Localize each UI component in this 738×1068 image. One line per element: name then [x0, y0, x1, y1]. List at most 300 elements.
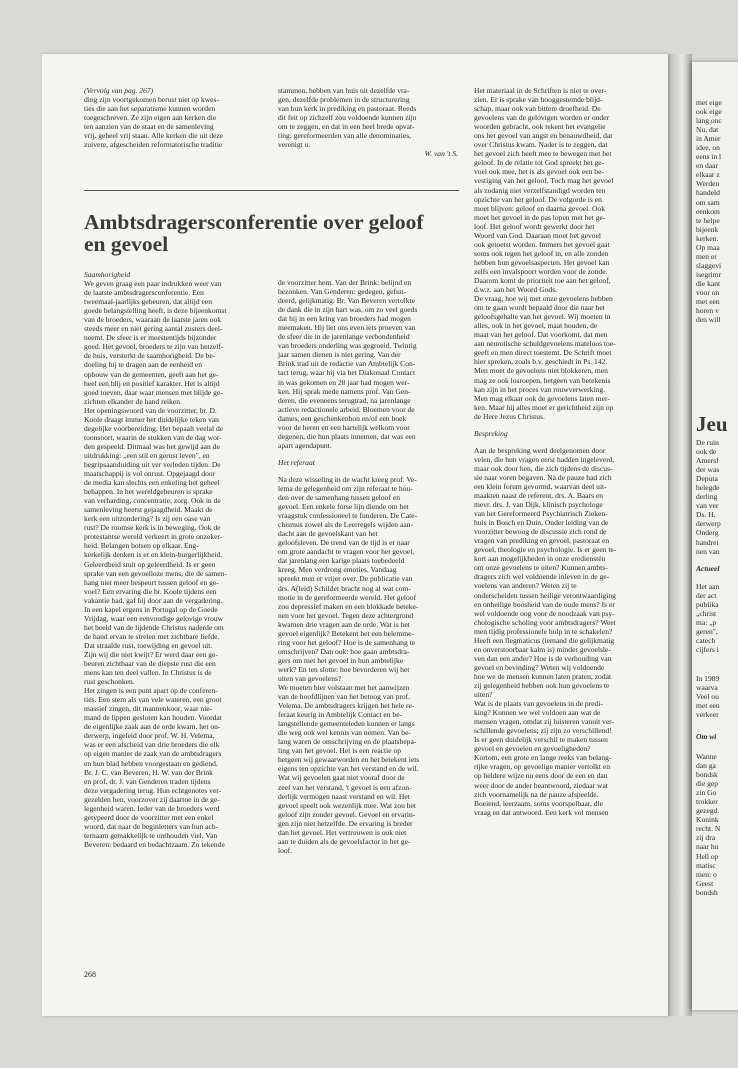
text-line: Aan de bespreking werd deelgenomen door — [474, 445, 606, 455]
text-line: jaar samen dienen is niet gering. Van der — [278, 350, 401, 360]
text-line: neemt. De sfeer is er meestentijds bijzonder — [84, 333, 217, 343]
text-line: gevoel en gevoelen en gevoeligheden? — [474, 744, 591, 754]
text-line: geren", — [696, 627, 718, 637]
text-line: het beeld van de lijdende Christus naderde om — [84, 622, 224, 632]
text-line: behappen. In het wereldgebeuren is sprake — [84, 487, 213, 497]
text-line: lang waren de omschrijving en de plaatsbepa- — [278, 737, 417, 747]
main-col1 — [84, 270, 269, 849]
text-line: „christ — [696, 609, 717, 619]
text-line: alles, ook in het gevoel, maat houden, de — [474, 321, 598, 331]
text-line: gevoelens van de gelovigen worden er onder — [474, 113, 609, 123]
text-line: woord, dat naar de beginletters van hun ach- — [84, 821, 219, 831]
text-line: vakantie had, gaf hij door aan de vergadering. — [84, 595, 223, 605]
text-line: ma: „p — [696, 618, 717, 628]
text-line: feraat keurig in Ambtelijk Contact en be- — [278, 710, 403, 720]
text-line: heel een blij en positief karakter. Het is altijd — [84, 378, 220, 388]
text-line: handeld — [696, 188, 720, 198]
text-line: tweemaal-jaarlijks gebeuren, dat altijd een — [84, 297, 213, 307]
text-line: ook eige — [696, 107, 722, 117]
text-line: met een — [696, 701, 720, 711]
text-line: rust? De roomse kerk is in beweging. Ook de — [84, 523, 221, 533]
text-line: maar ook door hen, die zich tijdens de discus- — [474, 463, 613, 473]
text-line: elkaar z — [696, 170, 720, 180]
next-page-sub2: Om wi — [696, 732, 717, 741]
text-line: over Christus kwam. Nader is te zeggen, dat — [474, 140, 608, 150]
text-line: mens kan ten deel vallen. In Christus is de — [84, 668, 212, 678]
text-line: eigens ten opzichte van het verstand en de wil. — [278, 764, 419, 774]
top-article-col2-text — [278, 86, 458, 149]
text-line: vrij, geheel vrij staan. Alle kerken die uit deze — [84, 131, 224, 141]
text-line: gevoel eigenlijk? Betekent het een belemme- — [278, 628, 414, 638]
text-line: Veel ou — [696, 692, 719, 702]
text-line: van ver — [696, 501, 719, 511]
text-line: vraagstuk confessioneel te funderen. De Cate- — [278, 511, 418, 521]
text-line: zeef van het verstand, 't gevoel is een afzon- — [278, 782, 412, 792]
text-line: maakten naast de referent, drs. A. Baars en — [474, 491, 604, 501]
next-page-text-mid2 — [696, 582, 719, 654]
text-line: maat van het geloof. Dat voorkomt, dat men — [474, 330, 608, 340]
text-line: onderscheiden tussen heilige verontwaardiging — [474, 590, 616, 600]
text-line: bondsh — [696, 887, 718, 897]
text-line: aan neurotische schuldgevoelens mateloos toe- — [474, 339, 616, 349]
text-line: en daar — [696, 161, 718, 171]
text-line: ken. Hij sprak mede namens prof. Van Gen- — [278, 386, 411, 396]
text-line: ken. Maar bij alles moet er gerichtheid zijn op — [474, 402, 614, 412]
text-line: Boeiend, leerzaam, soms voorspelbaar, die — [474, 798, 603, 808]
text-line: gezegd. — [696, 806, 720, 816]
text-line: mevr. drs. J. van Dijk, klinisch psychologe — [474, 500, 603, 510]
text-line: Woord van God. Daaraan moet het gevoel — [474, 230, 602, 240]
text-line: tact terug, waar hij via het Diakonaal Contact — [278, 368, 416, 378]
text-line: geloof zijn zonder gevoel. Gevoel en ervarin- — [278, 809, 416, 819]
text-line: om te zeggen, en dat in een heel brede opvat- — [278, 122, 415, 132]
text-line: uiten? — [474, 690, 493, 700]
text-line: in Amer — [696, 134, 721, 144]
text-line: om sam — [696, 197, 720, 207]
text-line: ling van het gevoel. Het is een reactie op — [278, 746, 402, 756]
text-line: Dat straalde rust, toewijding en gevoel uit. — [84, 640, 213, 650]
text-line: Nu, dat — [696, 125, 719, 135]
text-line: bondsk — [696, 770, 718, 780]
page-gutter — [668, 54, 692, 1016]
text-line: gezelden hen, voorzover zij daartoe in de ge- — [84, 794, 220, 804]
text-line: beuren zichtbaar van de diepste rust die een — [84, 659, 216, 669]
text-line: en onverstoorbaar kalm is) minder gevoelsle- — [474, 644, 611, 654]
text-line: We moeten hier volstaan met het aanwijzen — [278, 683, 410, 693]
text-line: dan ga — [696, 761, 716, 771]
text-line: dit feit op zichzelf zou voldoende kunnen zijn — [278, 113, 417, 123]
text-line: kerken. — [696, 233, 719, 243]
text-line: sprake van een gevoelloze mens, die de samen- — [84, 568, 227, 578]
next-page-edge — [692, 62, 738, 1010]
text-line: Het openingswoord van de voorzitter, br. D. — [84, 405, 217, 415]
text-line: de eigenlijke zaak aan de orde kwam, het on- — [84, 722, 221, 732]
text-line: rijke vragen, op gevoelige manier vertolkt en — [474, 762, 611, 772]
text-line: van de hoofdlijnen van het betoog van prof. — [278, 692, 411, 702]
text-line: legenheid waren. Ieder van de broeders werd — [84, 803, 220, 813]
next-page-headline: Jeu — [696, 412, 728, 436]
text-line: den will — [696, 315, 721, 325]
text-line: eenkom — [696, 206, 720, 216]
text-line: om onze gevoelens te uiten? Kunnen ambts- — [474, 563, 608, 573]
text-line: massief zingen, dit mannenkoor, waar nie- — [84, 704, 213, 714]
text-line: meemaken. Hij liet ons even iets proeven van — [278, 323, 416, 333]
text-line: dames, een geschenkenbon en/of een boek — [278, 413, 407, 423]
text-line: schillende gevoelens; zij zijn zo verschillend! — [474, 726, 612, 736]
text-line: recht. N — [696, 824, 721, 834]
text-line: Het materiaal in de Schriften is niet te over- — [474, 86, 607, 95]
text-line: Het aan — [696, 582, 720, 591]
text-line: actieve redactionele arbeid. Bloemen voor de — [278, 404, 415, 414]
text-line: gen zijn niet hetzelfde. De ervaring is breder — [278, 818, 413, 828]
text-line: Amersf — [696, 456, 719, 466]
right-column-text-2 — [474, 446, 664, 817]
text-line: Wanne — [696, 752, 717, 761]
text-line: motie in de gereformeerde wereld. Het geloof — [278, 592, 417, 602]
text-line: goed toeven, daar waar mensen met blijde ge- — [84, 387, 223, 397]
text-line: gevoel en bevinding? Weten wij voldoende — [474, 662, 605, 672]
text-line: Geest — [696, 878, 714, 888]
text-line: kerkelijk denken is er en klein-burgerlijkheid. — [84, 550, 223, 560]
text-line: der was — [696, 465, 720, 475]
text-line: men tijdig professionele hulp in te schakelen? — [474, 626, 613, 636]
subheading-saamhorigheid: Saamhorigheid — [84, 270, 131, 279]
text-line: matisc — [696, 860, 716, 870]
text-line: zou depressief maken en een blokkade beteke- — [278, 601, 419, 611]
text-line: een klein forum gevormd, waarvan deel uit- — [474, 481, 607, 491]
text-line: gevoel, theologie en psychologie. Is er geen te- — [474, 545, 617, 555]
next-page-text-mid3 — [696, 674, 720, 719]
text-line: mand de lippen gesloten kan houden. Voordat — [84, 713, 222, 723]
text-line: ten aanzien van de staat en de samenleving — [84, 122, 214, 132]
text-line: zuivere, afgescheiden reformatorische traditie — [84, 140, 223, 150]
text-line: getypeerd door de voorzitter met een enkel — [84, 812, 214, 822]
text-line: Velema. De ambtsdragers krijgen het hele re- — [278, 701, 415, 711]
text-line: heid. Belangen botsen op elkaar. Eng- — [84, 541, 199, 551]
text-line: men er — [696, 251, 717, 261]
text-line: kort aan mogelijkheden in onze eredienstén — [474, 554, 606, 564]
text-line: nen van — [696, 546, 720, 556]
text-line: om grote aandacht te vragen voor het gevoel, — [278, 547, 415, 557]
text-line: bezonken. Van Genderen: gedegen, gefun- — [278, 287, 407, 297]
next-page-text-top — [696, 98, 722, 324]
top-article-col2 — [278, 86, 458, 158]
text-line: hebben hun gevoelsaspecten. Het gevoel kan — [474, 257, 610, 267]
top-article-col1 — [84, 86, 264, 149]
text-line: Wat is de plaats van gevoelens in de predi- — [474, 699, 603, 709]
text-line: op eigen manier de zaak van de ambtsdragers — [84, 749, 222, 759]
main-col2 — [278, 278, 463, 855]
text-line: Geleerdheid stuit op geleerdheid. Is er geen — [84, 559, 216, 569]
text-line: voelens van anderen? Weten zij te — [474, 581, 577, 591]
text-line: moet blijven: geloof en daarna gevoel. Ook — [474, 203, 605, 213]
text-line: isegrimr — [696, 269, 722, 279]
main-col2-text — [278, 278, 463, 450]
text-line: met eige — [696, 98, 722, 107]
text-line: stammen, hebben van huis uit dezelfde vra- — [278, 86, 410, 95]
text-line: zin Go — [696, 788, 717, 798]
text-line: derling — [696, 492, 718, 502]
text-line: de media kan slechts een enkeling het geheel — [84, 478, 220, 488]
text-line: Op maa — [696, 242, 720, 252]
text-line: geloofsleven. De trend van de tijd is er naar — [278, 538, 410, 548]
text-line: dragers zich wel voldoende inleven in de ge- — [474, 572, 610, 582]
text-line: voor de heren en een hartelijk welkom voor — [278, 422, 410, 432]
text-line: zelfs een invalspoort worden voor de zonde. — [474, 266, 608, 276]
text-line: ternaam gemakkelijk te onthouden viel. Van — [84, 830, 218, 840]
text-line: king? Kunnen we wel voldoen aan wat de — [474, 708, 601, 718]
text-line: verenigt u. — [278, 140, 311, 150]
text-line: derwerp, ingeleid door prof. W. H. Velema, — [84, 731, 215, 741]
next-page-text-mid — [696, 438, 721, 556]
text-line: lang onc — [696, 116, 722, 126]
text-line: de Here Jezus Christus. — [474, 411, 545, 421]
text-line: toegeschreven. Ze zijn eigen aan kerken die — [84, 113, 217, 123]
text-line: zich voornamelijk na de pauze afspeelde. — [474, 789, 599, 799]
text-line: catech — [696, 636, 716, 646]
text-line: in was gekomen en 28 jaar had mogen wer- — [278, 377, 410, 387]
text-line: vragen van prediking en gevoel, pastoraat en — [474, 536, 610, 546]
text-line: uiten van gevoelens? — [278, 673, 342, 683]
text-line: steeds meer en niet gering aantal zusters deel- — [84, 324, 223, 334]
text-line: van verharding, concentratie, zorg. Ook in de — [84, 496, 221, 506]
text-line: degelijke voorbereiding. Het bepaalt veelal de — [84, 423, 224, 433]
text-line: omschrijven? Dan ook: hoe gaan ambtsdra- — [278, 646, 410, 656]
main-col1-text — [84, 279, 269, 849]
text-line: velen, die hun vragen eerst hadden ingeleverd, — [474, 454, 615, 464]
text-line: ties. Een stem als van vele wateren, een groot — [84, 695, 222, 705]
text-line: en onheilige boosheid van de oude mens? Is er — [474, 599, 615, 609]
article-headline: Ambtsdragersconferentie over geloof en gevoel — [84, 210, 424, 256]
text-line: mag ze ook losroepen, hetgeen van betekenis — [474, 375, 611, 385]
text-line: men: o — [696, 869, 717, 879]
text-line: In 1989 — [696, 674, 720, 683]
text-line: degenen, die hun plaats innemen, dat was een — [278, 431, 416, 441]
text-line: De ruin — [696, 438, 719, 447]
text-line: gen, dezelfde problemen in de structurering — [278, 95, 410, 105]
text-line: deren, die eveneens terugtrad, na jarenlange — [278, 395, 411, 405]
text-line: vestiging van het geloof. Toch mag het gevoel — [474, 176, 614, 186]
text-line: Onderg — [696, 528, 719, 538]
text-line: sie naar voren begaven. Na de pauze had zich — [474, 472, 612, 482]
text-line: spreekt men er vrijer over. De publicatie van — [278, 574, 413, 584]
text-line: Is er geen duidelijk verschil te maken tussen — [474, 735, 608, 745]
text-line: publika — [696, 600, 719, 610]
text-line: ven dan een ander? Hoe is de verhouding van — [474, 653, 612, 663]
continuation-note: (Vervolg van pag. 267) — [84, 86, 154, 95]
text-line: De vraag, hoe wij met onze gevoelens hebben — [474, 294, 613, 304]
text-line: huis in Bosch en Duin. Onder leiding van de — [474, 518, 609, 528]
text-line: naar hu — [696, 842, 719, 852]
text-line: Deputa — [696, 474, 718, 484]
text-line: om te gaan wordt bepaald door die naar het — [474, 303, 605, 313]
text-line: drs. A(leid) Schilder bracht nog al wat com- — [278, 583, 411, 593]
text-line: werk? En ten slotte: hoe bevorderen wij het — [278, 664, 410, 674]
text-line: de sfeer die in de jarenlange verbondenheid — [278, 332, 410, 342]
text-line: horen v — [696, 306, 719, 316]
text-line: Konink — [696, 815, 719, 825]
text-line: apart agendapunt. — [278, 440, 332, 450]
right-column-text — [474, 86, 664, 421]
subheading-referaat: Het referaat — [278, 457, 315, 467]
text-line: Ds. H. — [696, 510, 716, 520]
signature: W. van 't S. — [424, 149, 458, 159]
text-line: hang niet meer bespeurt tussen geloof en ge- — [84, 577, 219, 587]
text-line: gevoel. Een enkele forse lijn diende om het — [278, 502, 409, 512]
text-line: samenleving heerst gejaagdheid. Maakt de — [84, 505, 213, 515]
text-line: die gep — [696, 779, 719, 789]
text-line: en prof. dr. J. van Genderen traden tijdens — [84, 776, 211, 786]
text-line: van hun kerk in prediking en pastoraat. Reeds — [278, 104, 417, 114]
text-line: soms ook tegen het geloof in, en alle zonden — [474, 248, 609, 258]
text-line: dan het gevoel. Het vertrouwen is ook niet — [278, 827, 407, 837]
text-line: den gespeeld. Ditmaal was het gewijd aan de — [84, 441, 220, 451]
text-line: die weg ook wel kennis van nemen. Van be- — [278, 728, 411, 738]
text-line: aan te duiden als de gevoelsfactor in het ge- — [278, 836, 411, 846]
text-line: gevoel speelt ook wezenlijk mee. Wat zou het — [278, 800, 416, 810]
text-line: zien. Er is sprake van hooggestemde blijd- — [474, 95, 603, 105]
text-line: weer door de ander beantwoord, ziedaar wat — [474, 780, 608, 790]
text-line: met een — [696, 297, 720, 307]
text-line: zichten elkander de hand reiken. — [84, 396, 182, 406]
text-line: zij dra — [696, 833, 716, 843]
text-line: Heeft een flegmaticus (iemand die gelijkmatig — [474, 635, 615, 645]
text-line: geloof. In de relatie tot God spreekt het ge- — [474, 158, 605, 168]
text-line: van broeders onderling was gegroeid. Twintig — [278, 341, 417, 351]
text-line: Zijn wij die niet kwijt? Er werd daar een ge- — [84, 649, 218, 659]
section-divider — [84, 190, 459, 191]
text-line: bijeenk — [696, 224, 719, 234]
text-line: schap, maar ook van bittere droefheid. De — [474, 104, 601, 114]
text-line: geeft en men direct toestemt. De Schrift moet — [474, 348, 612, 358]
text-line: Daarom komt de prioriteit toe aan het geloof, — [474, 275, 611, 285]
text-line: voorzitter bewoog de discussie zich rond de — [474, 527, 607, 537]
next-page-text-bottom — [696, 752, 720, 897]
text-line: Kortom, een grote en lange reeks van belang- — [474, 753, 612, 763]
text-line: chologische scholing voor ambtsdragers? Weet — [474, 617, 616, 627]
text-line: Men mag elkaar ook de gevoelens laten mer- — [474, 393, 610, 403]
text-line: Brink trad uit de redactie van Ambtelijk Con- — [278, 359, 416, 369]
text-line: dacht aan de gevoelskant van het — [278, 529, 378, 539]
text-line: hier spreken, zoals b.v. geschiedt in Ps. 142. — [474, 357, 608, 367]
text-line: van het Gereformeerd Psychiatrisch Zieken- — [474, 509, 608, 519]
text-line: die kant — [696, 278, 721, 288]
text-line: Het zingen is een punt apart op de conferen- — [84, 686, 218, 696]
text-line: trokker — [696, 797, 718, 807]
text-line: kan zijn in het proces van rouwverwerking. — [474, 384, 605, 394]
text-line: moet het gevoel in de pas lopen met het ge- — [474, 212, 606, 222]
text-line: gers om met het gevoel in hun ambtelijke — [278, 655, 404, 665]
top-article-col1-text — [84, 95, 264, 149]
text-line: ook getoetst worden. Immers het gevoel gaat — [474, 239, 610, 249]
text-line: loof. — [278, 845, 293, 855]
text-line: Koole draagt immer het duidelijke teken van — [84, 414, 219, 424]
text-line: Vrijdag, waar een eenvoudige gelovige vrouw — [84, 613, 224, 623]
text-line: zij gelegenheid hebben ook hun gevoelens te — [474, 681, 610, 690]
text-line: kreeg. Men verdrong emoties. Vandaag — [278, 565, 397, 575]
text-line: handrei — [696, 537, 719, 547]
text-line: Men moet de gevoelens niet blokkeren, men — [474, 366, 608, 376]
text-line: Na deze wisseling in de wacht kreeg prof. Ve- — [278, 474, 417, 484]
text-line: ons het gevoel van angst en benauwdheid, dat — [474, 131, 613, 141]
text-line: kerk een uitzondering? Is zij een oase van — [84, 514, 211, 524]
text-line: de hand ervan te strelen met zichtbare liefde. — [84, 631, 220, 641]
text-line: Wat wij gevoelen gaat niet vooraf door de — [278, 773, 405, 783]
text-line: en hun blad hebben voorgestaan en gediend. — [84, 758, 218, 768]
text-line: derwerp — [696, 519, 721, 529]
text-line: protestantse wereld verkeert in grote onzeker- — [84, 532, 223, 542]
text-line: d.w.z. aan het Woord Gods. — [474, 285, 558, 295]
text-line: derlijk vermogen naast verstand en wil. Het — [278, 791, 410, 801]
text-line: deerd, gelijkmatig. Br. Van Beveren vertolkte — [278, 296, 415, 306]
text-line: In een kapel ergens in Portugal op de Goede — [84, 604, 218, 614]
page-number: 268 — [84, 970, 96, 979]
text-line: op heldere wijze nu eens door de een en dan — [474, 771, 608, 781]
subheading-bespreking: Bespreking — [474, 428, 508, 438]
text-line: Hell op — [696, 851, 719, 861]
text-line: wel voldoende oog voor de noodzaak van psy- — [474, 608, 615, 618]
text-line: rust geschonken. — [84, 677, 135, 687]
text-line: belegde — [696, 483, 720, 493]
text-line: deze vergadering terug. Hun echtgenotes ver- — [84, 785, 222, 795]
text-line: was er een afscheid van drie broeders die elk — [84, 740, 220, 750]
text-line: mensen vragen, omdat zij luisteren vanuit ver- — [474, 717, 615, 727]
text-line: der act — [696, 591, 717, 601]
text-line: goede belangstelling heeft, is deze bijeenkomst — [84, 306, 227, 316]
text-line: ook de — [696, 447, 717, 457]
text-line: te helpe — [696, 215, 720, 225]
text-line: Werden — [696, 179, 720, 189]
text-line: ting: gereformeerden van alle denominaties, — [278, 131, 412, 141]
text-line: cijfers i — [696, 645, 719, 655]
text-line: ring voor het geloof? Hoe is de samenhang te — [278, 637, 416, 647]
text-line: loof. Het geloof wordt gewerkt door het — [474, 221, 595, 231]
text-line: vraag en dat antwoord. Een kerk vol mensen — [474, 807, 609, 817]
magazine-page — [42, 54, 668, 1016]
text-line: lema de gelegenheid om zijn referaat te hou- — [278, 483, 413, 493]
text-line: opbouw van de gemeenten, geeft aan het ge- — [84, 369, 219, 379]
text-line: ties die aan het separatisme kunnen worden — [84, 104, 216, 114]
text-line: toonsoort, waarin de stukken van de dag wor- — [84, 432, 222, 442]
text-line: kwamen drie vragen aan de orde. Wat is het — [278, 619, 410, 629]
text-line: waarva — [696, 683, 718, 693]
next-page-sub1: Actueel — [696, 564, 720, 573]
text-line: uitdrukking: „een stil en gerust leven", en — [84, 450, 210, 460]
text-line: idee, on — [696, 143, 720, 153]
text-line: langstellende gemeenteleden kunnen er langs — [278, 719, 415, 729]
text-line: de voorzitter hem. Van der Brink: belijnd en — [278, 278, 412, 287]
text-line: ding zijn voortgekomen berust niet op kwes- — [84, 95, 219, 105]
main-col2b-text — [278, 475, 463, 855]
text-line: den over de samenhang tussen geloof en — [278, 493, 400, 503]
text-line: de dank die in zijn hart was, om zo veel goeds — [278, 305, 418, 315]
text-line: doeling bij te dragen aan de eenheid en — [84, 360, 202, 370]
text-line: voel? Een ervaring die br. Koole tijdens een — [84, 586, 217, 596]
text-line: opzichte van het geloof. De volgorde is en — [474, 194, 602, 204]
text-line: hoe we de mensen kunnen laten praten, zodat — [474, 671, 612, 681]
text-line: als zodanig niet verzelfstandigd worden ten — [474, 185, 606, 195]
text-line: nen voor het gevoel. Tegen deze achtergrond — [278, 610, 414, 620]
text-line: eens in l — [696, 152, 722, 162]
text-line: verkeer — [696, 710, 719, 720]
text-line: Beveren: bedaard en bedachtzaam. Zo tekende — [84, 839, 225, 849]
text-line: van de broeders, waaraan de laatste jaren ook — [84, 315, 222, 325]
text-line: dat hij in een kring van broeders had mogen — [278, 314, 411, 324]
text-line: We geven graag een paar indrukken weer van — [84, 279, 222, 289]
text-line: woorden gebracht, ook tekent het evangelie — [474, 122, 606, 132]
text-line: voel ook mee, het is als gevoel ook een be- — [474, 167, 604, 177]
text-line: maatschappij is vol onrust. Opgejaagd door — [84, 469, 216, 479]
